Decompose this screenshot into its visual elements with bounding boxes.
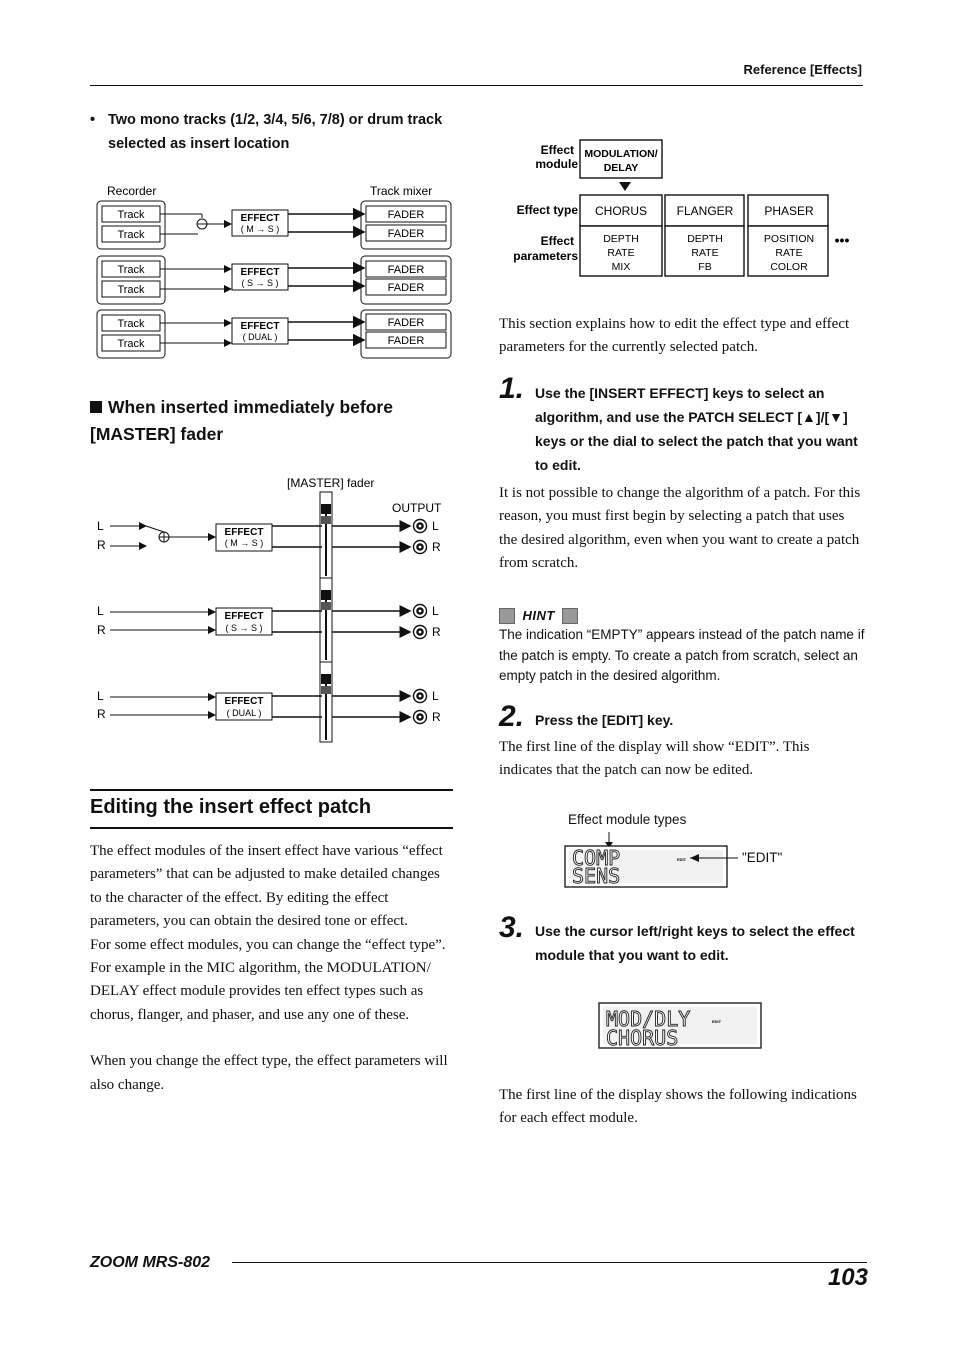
- routing-group-1: [97, 201, 451, 249]
- output-jack-icon: [414, 605, 427, 618]
- hint-marker-icon: [562, 608, 578, 624]
- fader-label: FADER: [387, 317, 425, 329]
- effect-mode: ( DUAL ): [242, 332, 278, 342]
- page-number: 103: [827, 1264, 868, 1291]
- output-jack-icon: [414, 690, 427, 703]
- lcd-line-1: MOD/DLY: [606, 1007, 691, 1031]
- effect-mode: ( DUAL ): [226, 708, 262, 718]
- track-label: Track: [117, 338, 145, 350]
- lcd-display-module: [598, 1002, 764, 1050]
- output-jack-icon: [414, 520, 427, 533]
- effect-label: EFFECT: [240, 213, 280, 224]
- effect-label: EFFECT: [224, 696, 264, 707]
- effect-param: FB: [698, 261, 712, 273]
- row-label-module-line2: module: [535, 157, 578, 171]
- right-label: R: [432, 625, 441, 639]
- module-name-line2: DELAY: [603, 162, 639, 174]
- left-label: L: [432, 689, 439, 703]
- right-label: R: [97, 538, 106, 552]
- output-label: OUTPUT: [392, 501, 442, 515]
- right-label: R: [432, 710, 441, 724]
- effect-param: RATE: [607, 247, 635, 259]
- lcd-edit-indicator: EDIT: [712, 1019, 722, 1024]
- left-label: L: [432, 604, 439, 618]
- row-label-module: [541, 143, 574, 157]
- effect-type: FLANGER: [676, 204, 734, 218]
- effect-mode: ( S → S ): [225, 623, 263, 633]
- type-column-phaser: [748, 195, 828, 276]
- paragraph: The effect modules of the insert effect have various “effect parameters” that can be adjusted to make detailed changes to the character of the effect. By editing the effect parameters, you can obtain the desired tone or effect.: [90, 843, 443, 930]
- track-label: Track: [117, 229, 145, 241]
- bullet-symbol: •: [90, 112, 96, 128]
- right-label: R: [432, 540, 441, 554]
- effect-mode: ( S → S ): [241, 278, 279, 288]
- track-label: Track: [117, 284, 145, 296]
- paragraph: When you change the effect type, the effect parameters will also change.: [90, 1053, 448, 1093]
- effect-param: MIX: [611, 261, 631, 273]
- effect-label: EFFECT: [240, 267, 280, 278]
- lcd-edit-indicator: EDIT: [677, 857, 687, 862]
- down-triangle-icon: [619, 182, 631, 191]
- effect-param: DEPTH: [687, 233, 723, 245]
- track-label: Track: [117, 264, 145, 276]
- master-route-1: [97, 519, 441, 554]
- effect-label: EFFECT: [240, 321, 280, 332]
- subheading: [90, 394, 460, 448]
- callout-module-types: Effect module types: [568, 812, 687, 827]
- fader-label: FADER: [387, 335, 425, 347]
- effect-mode: ( M → S ): [224, 538, 264, 548]
- master-fader-3: [320, 662, 332, 742]
- more-types-indicator: •••: [834, 232, 850, 248]
- hint-header: [499, 607, 578, 623]
- section-title: Editing the insert effect patch: [90, 796, 372, 818]
- right-label: R: [97, 707, 106, 721]
- effect-param: RATE: [691, 247, 719, 259]
- hint-label: HINT: [522, 608, 555, 624]
- effect-type: PHASER: [764, 204, 814, 218]
- hint-text: The indication “EMPTY” appears instead of the patch name if the patch is empty. To create a patch from scratch, select an empty patch in the desired algorithm.: [499, 627, 865, 683]
- running-header: Reference [Effects]: [743, 62, 862, 77]
- step-text: Use the [INSERT EFFECT] keys to select an algorithm, and use the PATCH SELECT [▲]/[▼] keys or the dial to select the patch that you want to edit.: [535, 385, 858, 473]
- lcd-line-1: COMP: [572, 846, 621, 870]
- bullet-heading: [90, 108, 460, 156]
- lcd-line-2: SENS: [572, 864, 621, 888]
- step-number: 1.: [499, 372, 525, 405]
- type-column-flanger: [665, 195, 744, 276]
- effect-label: EFFECT: [224, 611, 264, 622]
- row-label-params-line2: parameters: [513, 249, 578, 263]
- effect-param: POSITION: [763, 233, 815, 245]
- routing-group-2: [97, 256, 451, 304]
- output-jack-icon: [414, 541, 427, 554]
- intro-text: This section explains how to edit the effect type and effect parameters for the currently selected patch.: [499, 316, 850, 356]
- master-fader-1: [320, 492, 332, 578]
- left-label: L: [432, 519, 439, 533]
- left-label: L: [97, 689, 104, 703]
- track-label: Track: [117, 318, 145, 330]
- step-body: It is not possible to change the algorithm of a patch. For this reason, you must first begin by selecting a patch that uses the desired algorithm, even when you want to create a patch from scratch.: [499, 485, 861, 572]
- master-route-2: [97, 604, 441, 639]
- row-label-module-line1: Effect: [540, 143, 574, 157]
- effect-type: CHORUS: [594, 204, 648, 218]
- fader-label: FADER: [387, 282, 425, 294]
- step-text: Press the [EDIT] key.: [535, 712, 674, 728]
- track-routing-diagram: [90, 180, 460, 365]
- left-label: L: [97, 604, 104, 618]
- bullet-text: Two mono tracks (1/2, 3/4, 5/6, 7/8) or drum track selected as insert location: [108, 112, 443, 152]
- section-rule-bottom: [90, 827, 453, 829]
- step-number: 2.: [499, 700, 525, 733]
- module-name-line1: MODULATION/: [584, 148, 658, 160]
- effect-label: EFFECT: [224, 527, 264, 538]
- step-number: 3.: [499, 911, 525, 944]
- hint-marker-icon: [499, 608, 515, 624]
- type-column-chorus: [580, 195, 662, 276]
- effect-param: COLOR: [770, 261, 808, 273]
- left-label: L: [97, 519, 104, 533]
- routing-group-3: [97, 310, 451, 358]
- fader-label: FADER: [387, 228, 425, 240]
- effect-module-diagram: [500, 135, 865, 285]
- track-mixer-label: Track mixer: [370, 184, 433, 198]
- step-text: Use the cursor left/right keys to select the effect module that you want to edit.: [535, 923, 855, 963]
- output-jack-icon: [414, 711, 427, 724]
- paragraph: For some effect modules, you can change the “effect type”. For example in the MIC algorithm, the MODULATION/ DELAY effect module provides ten effect types such as chorus, flanger, and phaser, and use any one of these.: [90, 936, 446, 1023]
- footer-brand: ZOOM MRS-802: [90, 1254, 211, 1271]
- closing-text: The first line of the display shows the following indications for each effect module.: [499, 1087, 857, 1127]
- effect-param: DEPTH: [603, 233, 639, 245]
- row-label-type: Effect type: [516, 203, 578, 217]
- master-fader-diagram: [90, 474, 460, 746]
- header-rule: [90, 85, 863, 86]
- footer-rule: [232, 1262, 867, 1263]
- master-route-3: [97, 689, 441, 724]
- square-bullet-icon: [90, 401, 102, 413]
- master-fader-label: [MASTER] fader: [287, 476, 375, 490]
- callout-edit: "EDIT": [742, 850, 783, 865]
- section-body: [90, 840, 455, 1097]
- fader-label: FADER: [387, 264, 425, 276]
- effect-mode: ( M → S ): [240, 224, 280, 234]
- effect-param: RATE: [775, 247, 803, 259]
- section-rule-top: [90, 789, 453, 791]
- master-fader-2: [320, 578, 332, 662]
- subheading-text: When inserted immediately before [MASTER] fader: [90, 397, 393, 444]
- fader-label: FADER: [387, 209, 425, 221]
- step-body: The first line of the display will show “EDIT”. This indicates that the patch can now be edited.: [499, 739, 810, 779]
- right-label: R: [97, 623, 106, 637]
- row-label-params-line1: Effect: [540, 234, 574, 248]
- lcd-line-2: CHORUS: [606, 1026, 679, 1050]
- track-label: Track: [117, 209, 145, 221]
- recorder-label: Recorder: [107, 184, 157, 198]
- output-jack-icon: [414, 626, 427, 639]
